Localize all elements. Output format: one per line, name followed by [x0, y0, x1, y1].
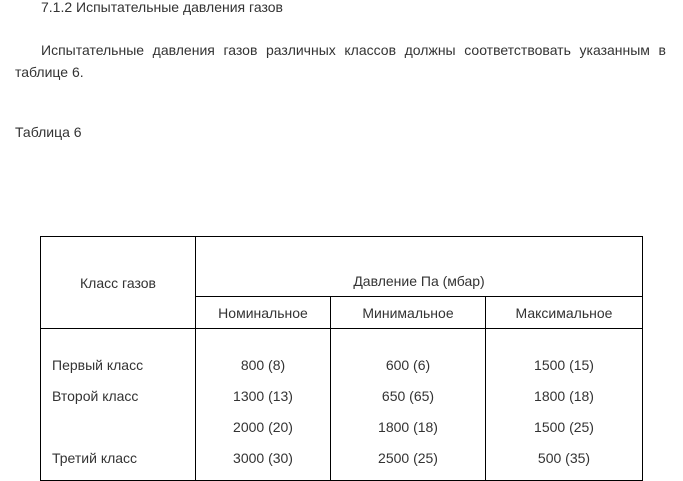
- column-minimal: [331, 329, 486, 481]
- cell-nominal: 3000 (30): [233, 450, 293, 466]
- cell-nominal: 800 (8): [240, 357, 286, 373]
- header-pressure: Давление Па (мбар): [196, 237, 643, 297]
- cell-minimal: 1800 (18): [378, 419, 438, 435]
- column-gas-class: [41, 329, 196, 481]
- header-minimal: Минимальное: [331, 297, 486, 329]
- paragraph-text: Испытательные давления газов различных классов должны соответствовать указанным в таблице 6.: [15, 42, 666, 80]
- table-body-row: [41, 329, 643, 481]
- cell-maximal: 1800 (18): [534, 388, 594, 404]
- header-gas-class: Класс газов: [41, 237, 196, 329]
- cell-minimal: 2500 (25): [378, 450, 438, 466]
- section-heading: 7.1.2 Испытательные давления газов: [41, 0, 283, 15]
- cell-class: Третий класс: [52, 450, 138, 466]
- cell-class: Второй класс: [52, 388, 139, 404]
- cell-minimal: 600 (6): [385, 357, 431, 373]
- cell-maximal: 1500 (15): [534, 357, 594, 373]
- cell-maximal: 500 (35): [537, 450, 591, 466]
- table-caption: Таблица 6: [15, 124, 82, 140]
- cell-nominal: 2000 (20): [233, 419, 293, 435]
- column-maximal: [486, 329, 643, 481]
- header-maximal: Максимальное: [486, 297, 643, 329]
- cell-maximal: 1500 (25): [534, 419, 594, 435]
- cell-class: [52, 418, 195, 449]
- gas-pressure-table: [40, 236, 643, 481]
- cell-minimal: 650 (65): [381, 388, 435, 404]
- column-nominal: [196, 329, 331, 481]
- cell-class: Первый класс: [52, 357, 144, 373]
- cell-nominal: 1300 (13): [233, 388, 293, 404]
- table-header-row: [41, 237, 643, 297]
- header-nominal: Номинальное: [196, 297, 331, 329]
